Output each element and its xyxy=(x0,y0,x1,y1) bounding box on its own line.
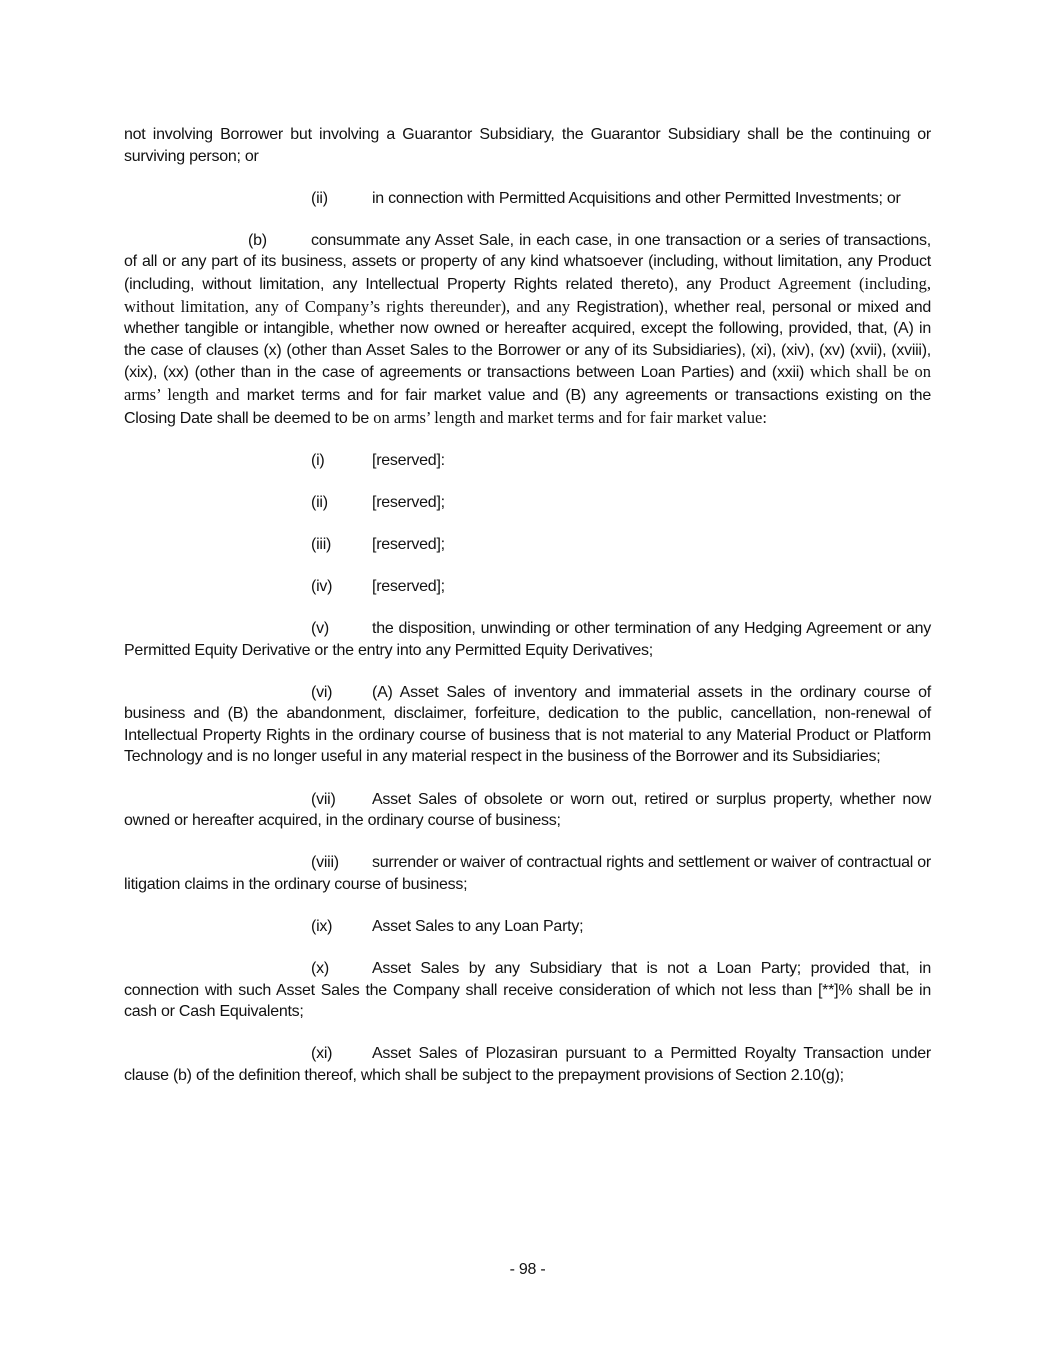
clause-text: Asset Sales to any Loan Party; xyxy=(372,917,584,935)
sub-clause xyxy=(124,450,931,472)
clause-label: (viii) xyxy=(311,854,339,872)
sub-clause xyxy=(124,916,931,938)
clause-text: Registration), whether real, personal or mixed and whether tangible or intangible, whether now owned or hereafter acquired, except the following, provided, that, (A) in the case of clauses (x) (other than Asset Sales to the Borrower or any of its Subsidiaries), (xi), (xiv), (xv) (xvii), (xviii), (xix), (xx) (other than in the case of agreements or transactions between Loan Parties) and (xxii) xyxy=(124,298,932,382)
sub-clause-list xyxy=(124,450,931,1087)
clause-text: on arms’ length and market terms and for fair market value: xyxy=(373,407,767,427)
clause-label: (ix) xyxy=(311,917,333,935)
clause-label: (b) xyxy=(248,231,267,249)
clause-b xyxy=(124,230,931,429)
sub-clause xyxy=(124,618,931,661)
clause-label: (v) xyxy=(311,620,329,637)
clause-label: (vi) xyxy=(311,683,333,701)
clause-ii-investments xyxy=(124,188,931,210)
page-number: - 98 - xyxy=(509,1261,546,1278)
clause-label: (x) xyxy=(311,960,329,978)
clause-text: [reserved]: xyxy=(372,451,445,469)
clause-text: the disposition, unwinding or other termination of any Hedging Agreement or any Permitted Equity Derivative or the entry into any Permitted Equity Derivatives; xyxy=(124,620,931,659)
clause-text: [reserved]; xyxy=(372,493,445,511)
sub-clause xyxy=(124,492,931,514)
document-page xyxy=(124,124,931,1107)
clause-label: (ii) xyxy=(311,493,328,511)
clause-text: (A) Asset Sales of inventory and immaterial assets in the ordinary course of business and (B) the abandonment, disclaimer, forfeiture, dedication to the public, cancellation, non-renewal of Intellectual Property Rights in the ordinary course of business that is not material to any Material Product or Platform Technology and is no longer useful in any material respect in the business of the Borrower and its Subsidiaries; xyxy=(124,683,931,766)
clause-label: (i) xyxy=(311,451,325,469)
paragraph-continuation: not involving Borrower but involving a Guarantor Subsidiary, the Guarantor Subsidiary shall be the continuing or surviving person; or xyxy=(124,126,931,165)
clause-text: [reserved]; xyxy=(372,535,445,553)
clause-text: market terms and for fair market value and (B) any agreements or transactions existing on the Closing Date shall be deemed to be xyxy=(124,386,931,427)
clause-text: surrender or waiver of contractual rights and settlement or waiver of contractual or litigation claims in the ordinary course of business; xyxy=(124,854,931,893)
sub-clause xyxy=(124,534,931,556)
clause-text: Asset Sales by any Subsidiary that is not a Loan Party; provided that, in connection with such Asset Sales the Company shall receive consideration of which not less than [**]% shall be in cash or Cash Equivalents; xyxy=(124,960,931,1021)
sub-clause xyxy=(124,1043,931,1086)
clause-label: (iv) xyxy=(311,577,333,595)
clause-label: (iii) xyxy=(311,535,332,553)
sub-clause xyxy=(124,852,931,895)
sub-clause xyxy=(124,576,931,598)
sub-clause xyxy=(124,958,931,1023)
clause-text: consummate any Asset Sale, in each case, in one transaction or a series of transactions, of all or any part of its business, assets or property of any kind whatsoever (including, without limitation, any Product (including, without limitation, any Intellectual Property Rights related thereto), any xyxy=(124,231,931,293)
clause-label: (ii) xyxy=(311,189,328,207)
clause-text: Product Agreement (including, without limitation, any of Company’s rights thereunder), and any xyxy=(124,273,931,316)
clause-label: (xi) xyxy=(311,1045,333,1063)
clause-text: Asset Sales of obsolete or worn out, retired or surplus property, whether now owned or hereafter acquired, in the ordinary course of business; xyxy=(124,790,931,830)
sub-clause xyxy=(124,789,931,832)
clause-label: (vii) xyxy=(311,790,336,808)
clause-text: in connection with Permitted Acquisitions and other Permitted Investments; or xyxy=(372,189,901,207)
sub-clause xyxy=(124,682,931,768)
clause-text: Asset Sales of Plozasiran pursuant to a Permitted Royalty Transaction under clause (b) of the definition thereof, which shall be subject to the prepayment provisions of Section 2.10(g); xyxy=(124,1045,931,1084)
clause-text: [reserved]; xyxy=(372,577,445,595)
clause-text: which shall be on arms’ length and xyxy=(124,362,932,404)
